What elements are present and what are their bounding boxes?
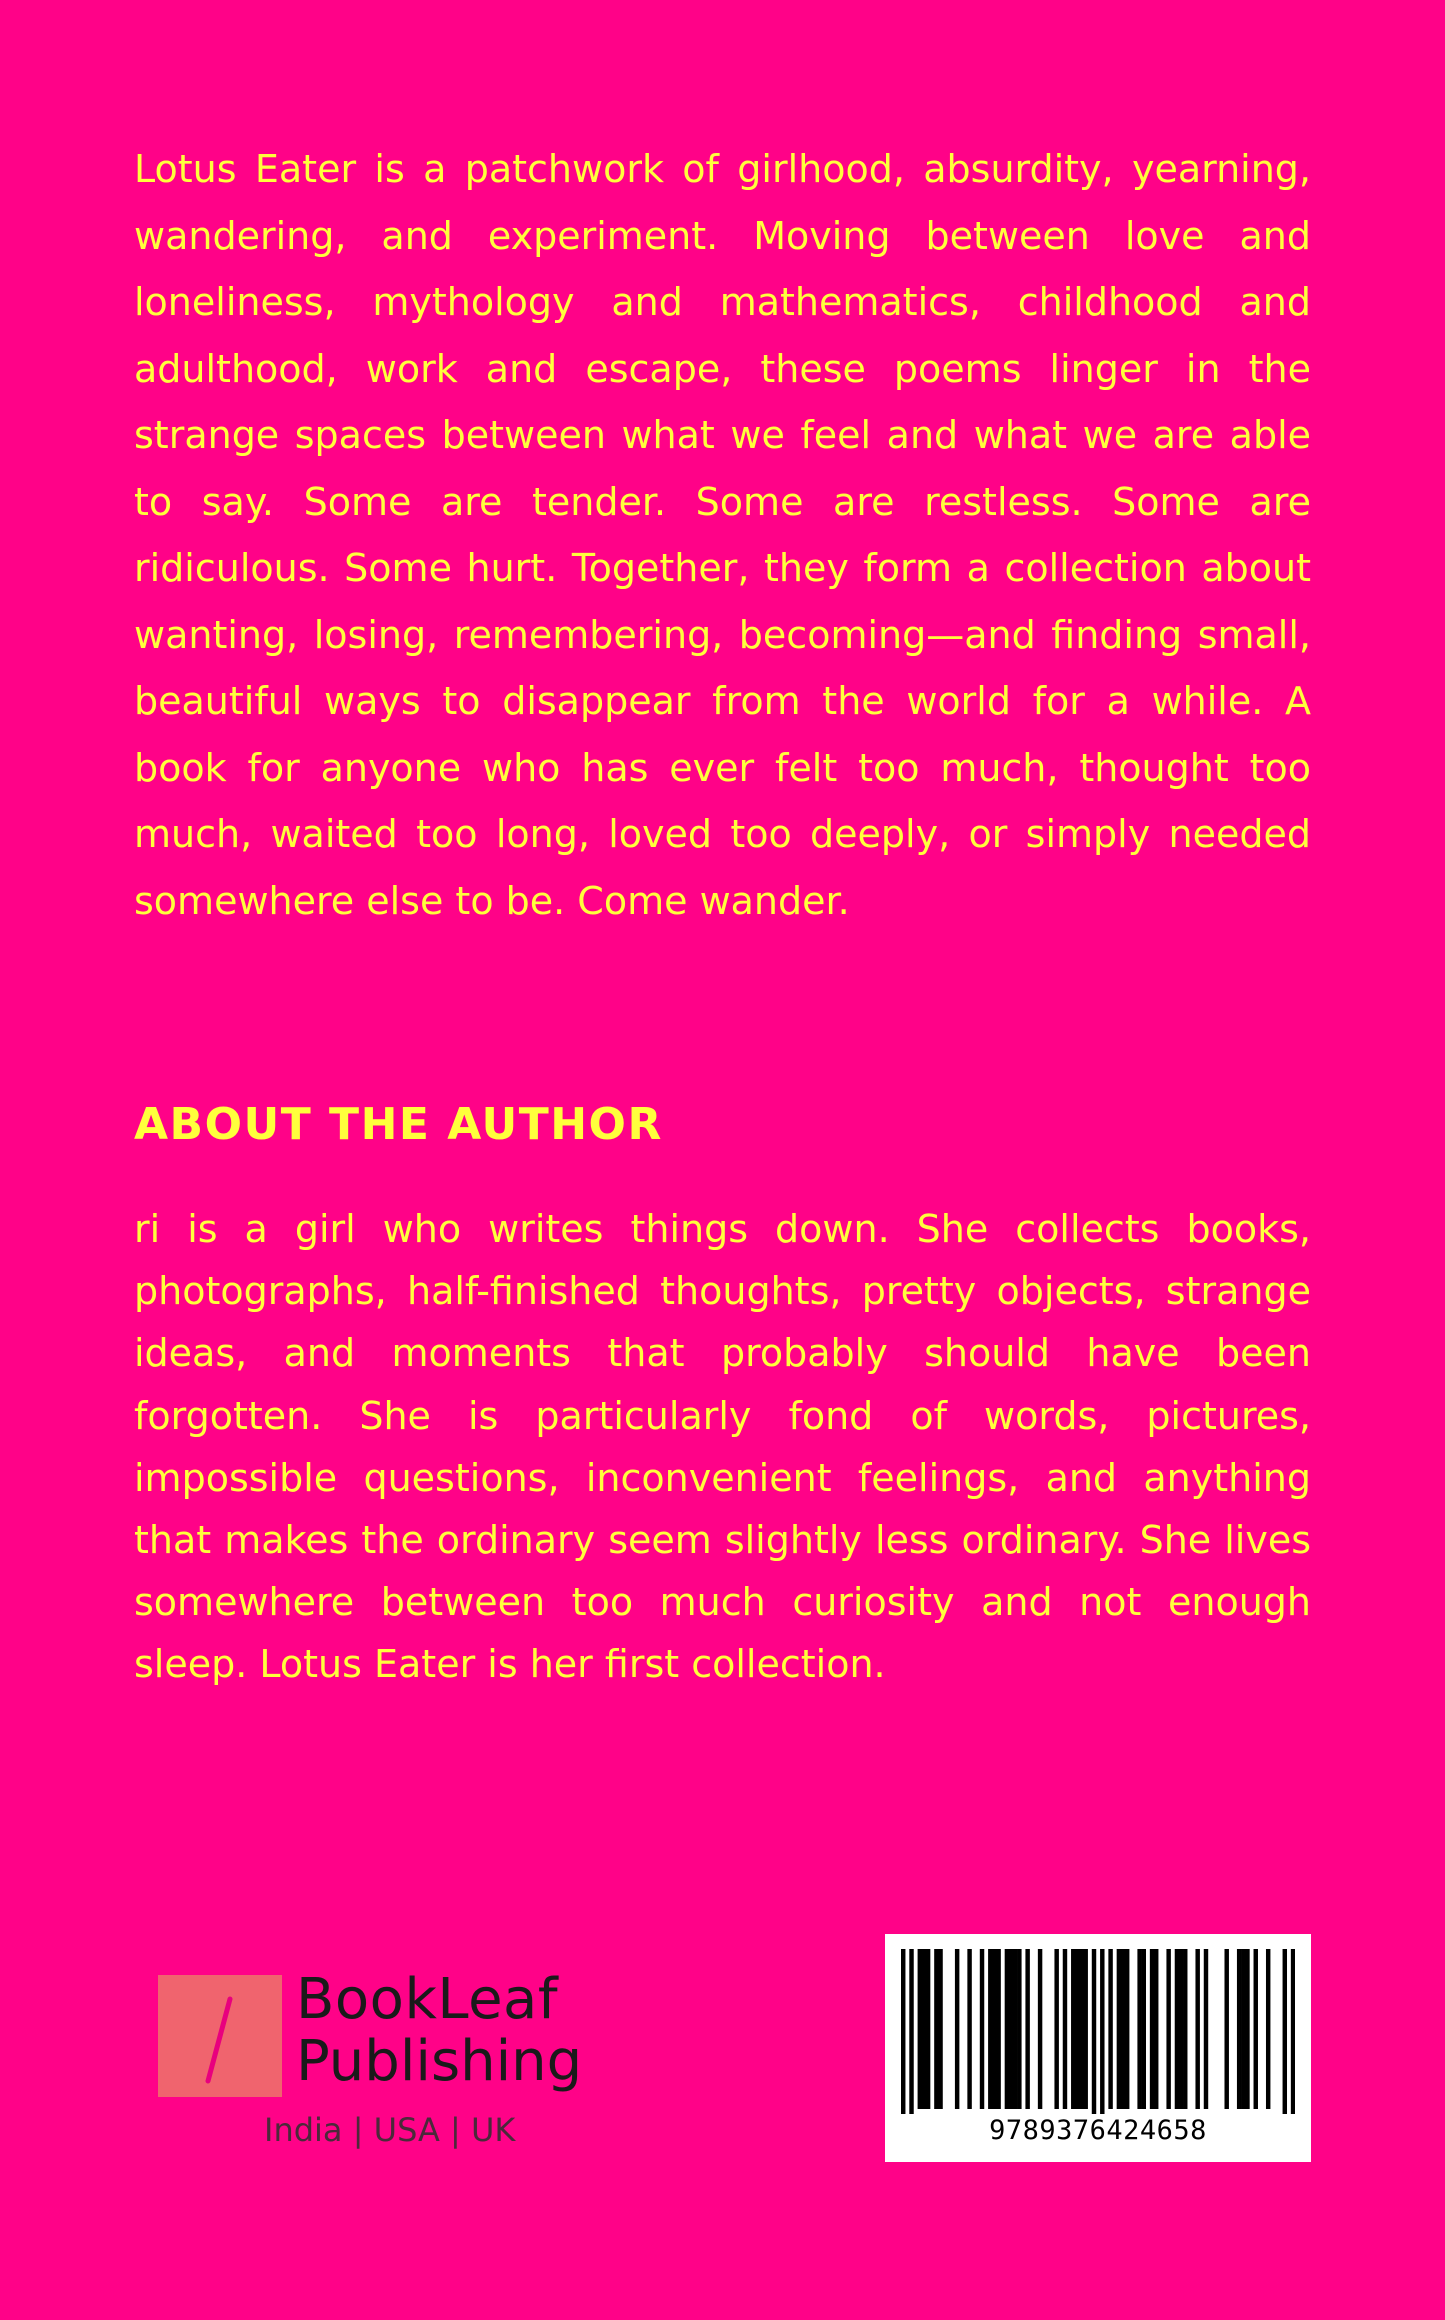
publisher-regions: India | USA | UK	[264, 2111, 516, 2149]
barcode-bar	[1108, 1949, 1112, 2109]
barcode-bar	[1137, 1949, 1141, 2109]
isbn-number: 9789376424658	[989, 2115, 1207, 2146]
barcode-bar	[901, 1949, 905, 2114]
barcode-bar	[996, 1949, 1000, 2109]
barcode-bar	[1117, 1949, 1121, 2109]
barcode-bar	[1063, 1949, 1067, 2109]
barcode-bar	[1224, 1949, 1228, 2109]
barcode-bar	[1142, 1949, 1146, 2109]
barcode-bar	[1183, 1949, 1187, 2109]
barcode-bar	[1291, 1949, 1295, 2114]
barcode-bar	[1025, 1949, 1029, 2109]
barcode-bar	[1179, 1949, 1183, 2109]
barcode-icon	[901, 1949, 1295, 2114]
barcode-bar	[992, 1949, 996, 2109]
book-blurb: Lotus Eater is a patchwork of girlhood, absurdity, yearning, wandering, and experiment. Moving between love and loneliness, mythology and mathematics, childhood and adulthood, work and escape, these poems linger in the strange spaces between what we feel and what we are able to say. Some are tender. Some are restless. Some are ridiculous. Some hurt. Together, they form a collection about wanting, losing, remembering, becoming—and finding small, beautiful ways to disappear from the world for a while. A book for anyone who has ever felt too much, thought too much, waited too long, loved too deeply, or simply needed somewhere else to be. Come wander.	[134, 147, 1311, 923]
barcode-bar	[1079, 1949, 1083, 2109]
slash-mark	[202, 1995, 236, 2085]
barcode-bar	[1121, 1949, 1125, 2109]
barcode-bar	[988, 1949, 992, 2109]
barcode-bar	[1237, 1949, 1241, 2109]
barcode-bar	[1195, 1949, 1199, 2109]
barcode-bar	[1125, 1949, 1129, 2109]
barcode-bar	[1241, 1949, 1245, 2109]
barcode-bar	[1038, 1949, 1042, 2109]
barcode-bar	[1100, 1949, 1104, 2114]
barcode-bar	[1175, 1949, 1179, 2109]
barcode-bar	[1154, 1949, 1158, 2109]
barcode-bar	[1166, 1949, 1170, 2109]
barcode-bar	[926, 1949, 930, 2109]
publisher-name-line2: Publishing	[296, 2029, 583, 2094]
publisher-name-line1: BookLeaf	[296, 1967, 559, 2032]
barcode-bar	[1092, 1949, 1096, 2114]
barcode-bar	[1054, 1949, 1058, 2109]
slash-logo-icon	[158, 1975, 282, 2097]
barcode-bar	[922, 1949, 926, 2109]
barcode-bar	[1071, 1949, 1075, 2109]
barcode-bar	[934, 1949, 938, 2109]
barcode-bar	[1009, 1949, 1013, 2109]
barcode-bar	[955, 1949, 959, 2109]
isbn-barcode	[885, 1934, 1311, 2162]
barcode-bar	[1075, 1949, 1079, 2109]
barcode-bar	[918, 1949, 922, 2109]
publisher-logo	[158, 1967, 628, 2149]
barcode-bar	[1017, 1949, 1021, 2109]
barcode-bar	[1083, 1949, 1087, 2109]
barcode-bar	[1245, 1949, 1249, 2109]
barcode-bar	[1005, 1949, 1009, 2109]
barcode-bar	[1283, 1949, 1287, 2114]
barcode-bar	[1254, 1949, 1258, 2109]
barcode-bar	[1266, 1949, 1270, 2109]
barcode-bar	[938, 1949, 942, 2109]
barcode-bar	[1013, 1949, 1017, 2109]
about-author-text: ri is a girl who writes things down. She collects books, photographs, half-finished thoughts, pretty objects, strange ideas, and moments that probably should have been forgotten. She is particularly fond of words, pictures, impossible questions, inconvenient feelings, and anything that makes the ordinary seem slightly less ordinary. She lives somewhere between too much curiosity and not enough sleep. Lotus Eater is her first collection.	[134, 1207, 1311, 1687]
about-author-heading: ABOUT THE AUTHOR	[134, 1099, 663, 1150]
barcode-bar	[980, 1949, 984, 2109]
barcode-bar	[967, 1949, 971, 2109]
barcode-bar	[1204, 1949, 1208, 2109]
barcode-bar	[909, 1949, 913, 2114]
barcode-bar	[1150, 1949, 1154, 2109]
